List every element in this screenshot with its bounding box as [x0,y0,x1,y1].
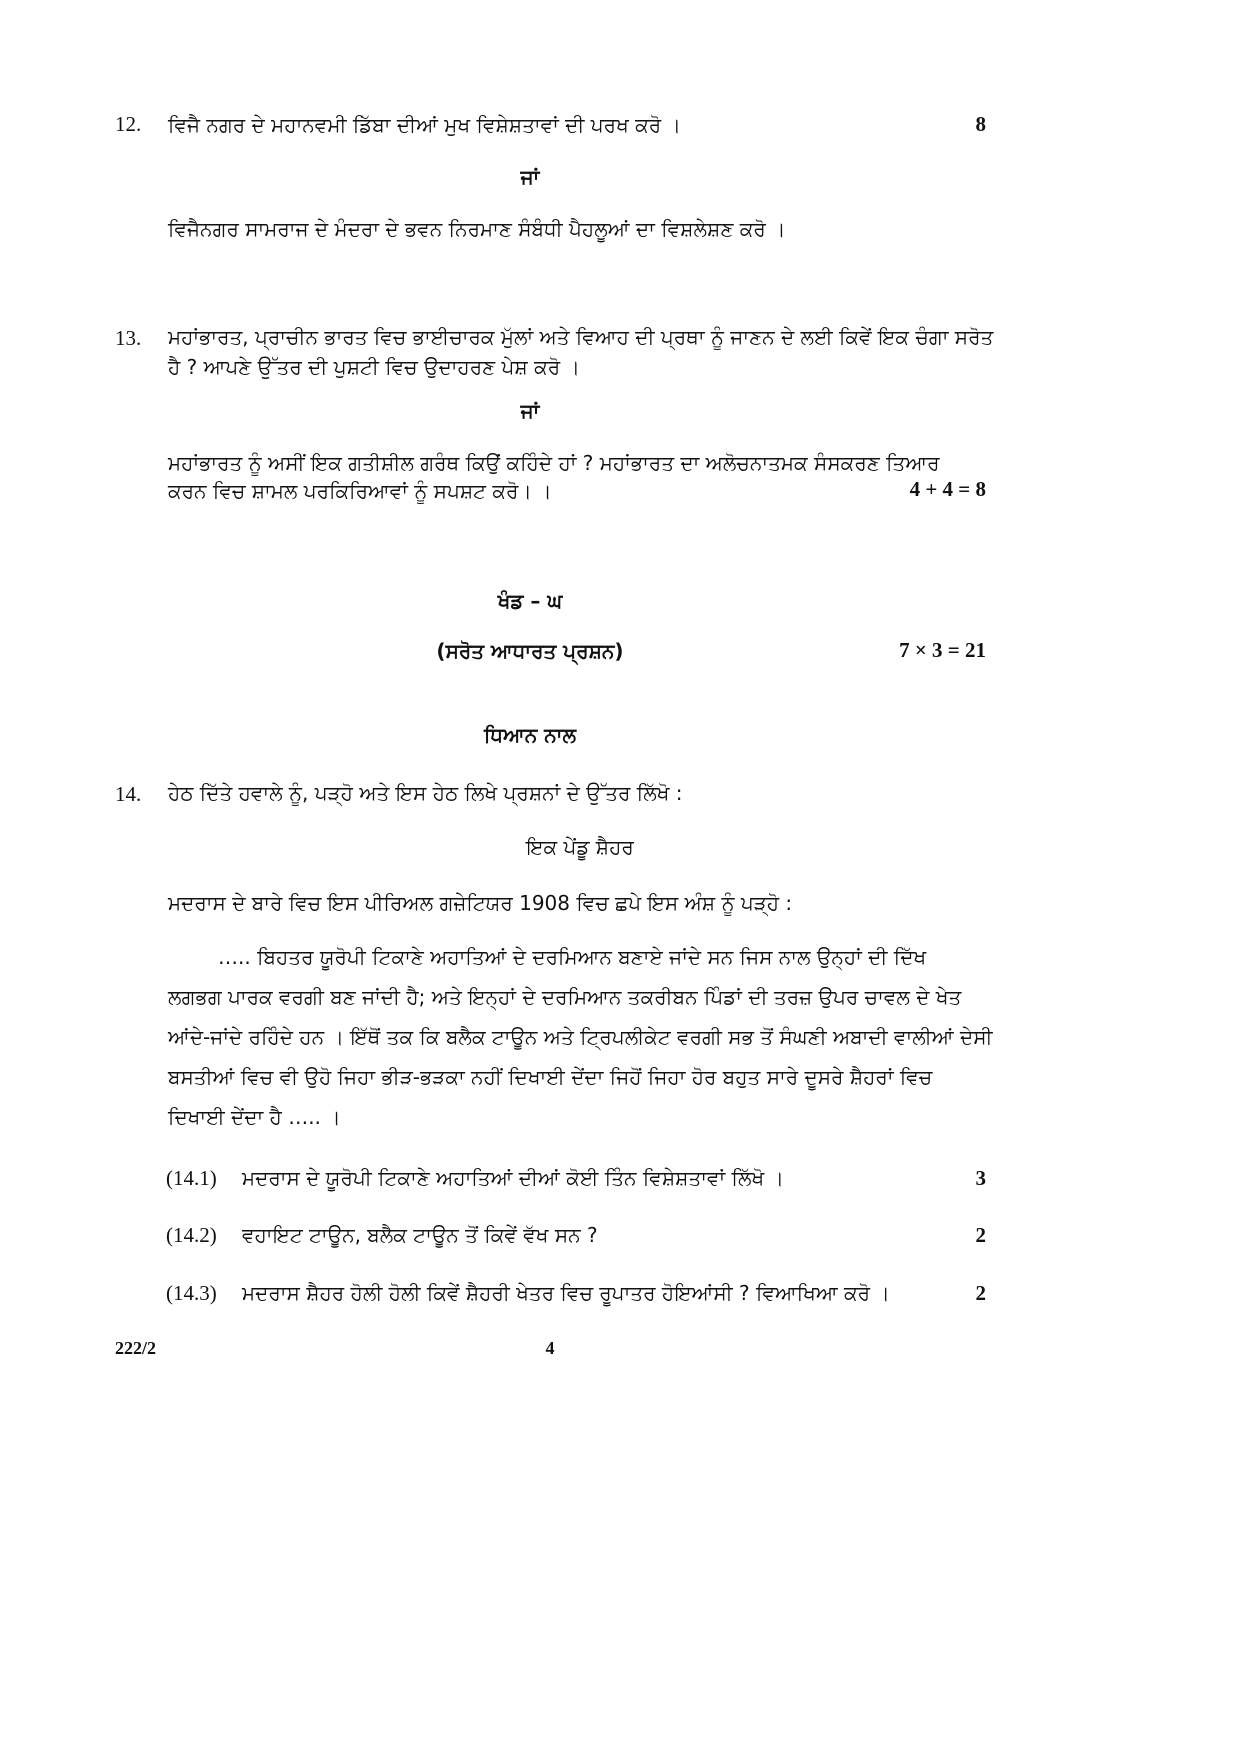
passage-line: ਲਗਭਗ ਪਾਰਕ ਵਰਗੀ ਬਣ ਜਾਂਦੀ ਹੈ; ਅਤੇ ਇਨ੍ਹਾਂ ਦੇ ਦਰਮਿਆਨ ਤਕਰੀਬਨ ਪਿੰਡਾਂ ਦੀ ਤਰਜ਼ ਉਪਰ ਚਾਵਲ ਦੇ ਖੇਤ [168,985,962,1009]
subq-text: ਵਹਾਇਟ ਟਾਊਨ, ਬਲੈਕ ਟਾਊਨ ਤੋਂ ਕਿਵੇਂ ਵੱਖ ਸਨ ? [242,1223,598,1247]
q13-alt-line-2: ਕਰਨ ਵਿਚ ਸ਼ਾਮਲ ਪਰਕਿਰਿਆਵਾਂ ਨੂੰ ਸਪਸ਼ਟ ਕਰੋ। । [168,479,552,503]
q13-number: 13. [115,326,142,350]
q12-number: 12. [115,112,142,136]
q13-marks: 4 + 4 = 8 [909,477,986,501]
paper-code: 222/2 [115,1338,157,1358]
subq-number: (14.2) [166,1223,217,1247]
q13-or: ਜਾਂ [520,399,540,423]
subq-text: ਮਦਰਾਸ ਦੇ ਯੂਰੋਪੀ ਟਿਕਾਣੇ ਅਹਾਤਿਆਂ ਦੀਆਂ ਕੋਈ ਤਿੰਨ ਵਿਸ਼ੇਸ਼ਤਾਵਾਂ ਲਿੱਖੋ । [242,1166,784,1190]
q14-number: 14. [115,782,142,806]
passage-line: ਬਸਤੀਆਂ ਵਿਚ ਵੀ ਉਹੋ ਜਿਹਾ ਭੀੜ-ਭੜਕਾ ਨਹੀਂ ਦਿਖਾਈ ਦੇਂਦਾ ਜਿਹੋਂ ਜਿਹਾ ਹੋਰ ਬਹੁਤ ਸਾਰੇ ਦੂਸਰੇ ਸ਼ੈਹਰਾਂ ਵਿਚ [168,1065,933,1089]
section-marks: 7 × 3 = 21 [899,638,986,662]
subq-number: (14.1) [166,1166,217,1190]
q13-line-2: ਹੈ ? ਆਪਣੇ ਉੱਤਰ ਦੀ ਪੁਸ਼ਟੀ ਵਿਚ ਉਦਾਹਰਣ ਪੇਸ਼ ਕਰੋ । [168,355,580,379]
q13-alt-line-1: ਮਹਾਂਭਾਰਤ ਨੂੰ ਅਸੀਂ ਇਕ ਗਤੀਸ਼ੀਲ ਗਰੰਥ ਕਿਉਂ ਕਹਿੰਦੇ ਹਾਂ ? ਮਹਾਂਭਾਰਤ ਦਾ ਅਲੋਚਨਾਤਮਕ ਸੰਸਕਰਣ ਤਿਆਰ [168,451,940,475]
passage-line: ਆਂਦੇ-ਜਾਂਦੇ ਰਹਿੰਦੇ ਹਨ । ਇੱਥੋਂ ਤਕ ਕਿ ਬਲੈਕ ਟਾਊਨ ਅਤੇ ਟ੍ਰਿਪਲੀਕੇਟ ਵਰਗੀ ਸਭ ਤੋਂ ਸੰਘਣੀ ਅਬਾਦੀ ਵਾਲੀਆਂ ਦੇਸੀ [168,1025,993,1049]
passage-line: ਦਿਖਾਈ ਦੇਂਦਾ ਹੈ ….. । [168,1105,341,1129]
section-title: ਖੰਡ – ਘ [497,589,563,613]
passage-intro: ਮਦਰਾਸ ਦੇ ਬਾਰੇ ਵਿਚ ਇਸ ਪੀਰਿਅਲ ਗਜ਼ੇਟਿਯਰ 1908 ਵਿਚ ਛਪੇ ਇਸ ਅੰਸ਼ ਨੂੰ ਪੜ੍ਹੋ : [168,891,793,915]
subq-marks: 2 [975,1223,986,1247]
q12-marks: 8 [975,112,986,136]
q12-or: ਜਾਂ [520,165,540,189]
attention-note: ਧਿਆਨ ਨਾਲ [483,723,576,747]
subq-marks: 2 [975,1281,986,1305]
section-subtitle: (ਸਰੋਤ ਆਧਾਰਤ ਪ੍ਰਸ਼ਨ) [436,639,624,663]
page-number: 4 [545,1338,555,1358]
passage-title: ਇਕ ਪੇਂਡੂ ਸ਼ੈਹਰ [526,835,634,859]
passage-line: ….. ਬਿਹਤਰ ਯੂਰੋਪੀ ਟਿਕਾਣੇ ਅਹਾਤਿਆਂ ਦੇ ਦਰਮਿਆਨ ਬਣਾਏ ਜਾਂਦੇ ਸਨ ਜਿਸ ਨਾਲ ਉਨ੍ਹਾਂ ਦੀ ਦਿੱਖ [218,945,927,969]
subq-text: ਮਦਰਾਸ ਸ਼ੈਹਰ ਹੋਲੀ ਹੋਲੀ ਕਿਵੇਂ ਸ਼ੈਹਰੀ ਖੇਤਰ ਵਿਚ ਰੂਪਾਤਰ ਹੋਇਆਂਸੀ ? ਵਿਆਖਿਆ ਕਰੋ । [242,1281,890,1305]
q12-text: ਵਿਜੈ ਨਗਰ ਦੇ ਮਹਾਨਵਮੀ ਡਿੱਬਾ ਦੀਆਂ ਮੁਖ ਵਿਸ਼ੇਸ਼ਤਾਵਾਂ ਦੀ ਪਰਖ ਕਰੋ । [168,113,681,137]
subq-number: (14.3) [166,1281,217,1305]
q13-line-1: ਮਹਾਂਭਾਰਤ, ਪ੍ਰਾਚੀਨ ਭਾਰਤ ਵਿਚ ਭਾਈਚਾਰਕ ਮੁੱਲਾਂ ਅਤੇ ਵਿਆਹ ਦੀ ਪ੍ਰਥਾ ਨੂੰ ਜਾਣਨ ਦੇ ਲਈ ਕਿਵੇਂ ਇਕ ਚੰਗਾ ਸਰੋਤ [168,325,994,349]
q14-text: ਹੇਠ ਦਿੱਤੇ ਹਵਾਲੇ ਨੂੰ, ਪੜ੍ਹੋ ਅਤੇ ਇਸ ਹੇਠ ਲਿਖੇ ਪ੍ਰਸ਼ਨਾਂ ਦੇ ਉੱਤਰ ਲਿੱਖੋ : [168,781,683,805]
passage [168,937,993,1137]
subq-marks: 3 [975,1166,986,1190]
q12-alt-text: ਵਿਜੈਨਗਰ ਸਾਮਰਾਜ ਦੇ ਮੰਦਰਾ ਦੇ ਭਵਨ ਨਿਰਮਾਣ ਸੰਬੰਧੀ ਪੈਹਲੂਆਂ ਦਾ ਵਿਸ਼ਲੇਸ਼ਣ ਕਰੋ । [168,217,786,241]
